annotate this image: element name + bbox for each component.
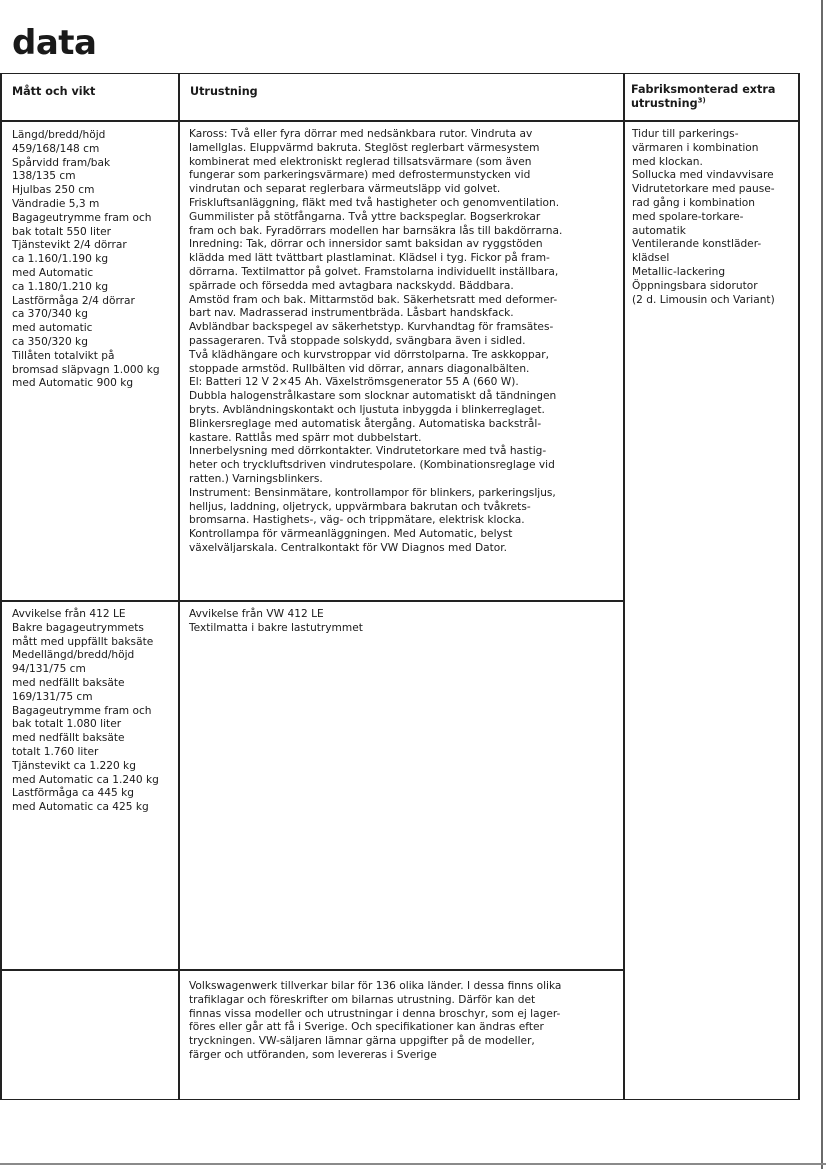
footnote-marker: 3) — [697, 95, 706, 104]
column-divider — [623, 74, 625, 1099]
column-divider — [798, 74, 800, 1099]
header-extra-utrustning — [631, 83, 791, 110]
header-utrustning: Utrustning — [190, 85, 258, 98]
spec-table — [0, 73, 800, 1100]
header-matt-och-vikt: Mått och vikt — [12, 85, 96, 98]
header-extra-text: Fabriksmonterad extra utrustning — [631, 83, 776, 110]
page-edge-right — [821, 0, 823, 1169]
row2-equipment-cell: Avvikelse från VW 412 LE Textilmatta i bakre lastutrymmet — [189, 608, 363, 634]
disclaimer-text: Volkswagenwerk tillverkar bilar för 136 olika länder. I dessa finns olika trafiklagar och föreskrifter om bilarnas utrustning. Därför kan det finnas vissa modeller och utrustningar i denna broschyr, som ej lager- föres eller går att få i Sverige. Och specifikationer kan ändras efter tryckningen. VW-säljaren lämnar gärna uppgifter på de modeller, färger och utföranden, som levereras i Sverige — [189, 980, 562, 1061]
page-edge-bottom — [0, 1163, 826, 1165]
row-divider — [0, 969, 625, 971]
row2-dimensions-cell: Avvikelse från 412 LE Bakre bagageutrymmets mått med uppfällt baksäte Medellängd/bredd/höjd 94/131/75 cm med nedfällt baksäte 169/131/75 cm Bagageutrymme fram och bak totalt 1.080 liter med nedfällt baksäte totalt 1.760 liter Tjänstevikt ca 1.220 kg med Automatic ca 1.240 kg Lastförmåga ca 445 kg med Automatic ca 425 kg — [12, 608, 159, 814]
row1-dimensions-cell: Längd/bredd/höjd 459/168/148 cm Spårvidd fram/bak 138/135 cm Hjulbas 250 cm Vändradie 5,3 m Bagageutrymme fram och bak totalt 550 liter Tjänstevikt 2/4 dörrar ca 1.160/1.190 kg med Automatic ca 1.180/1.210 kg Lastförmåga 2/4 dörrar ca 370/340 kg med automatic ca 350/320 kg Tillåten totalvikt på bromsad släpvagn 1.000 kg med Automatic 900 kg — [12, 129, 160, 390]
column-divider — [0, 74, 2, 1099]
row1-extra-cell: Tidur till parkerings- värmaren i kombination med klockan. Sollucka med vindavvisare Vidrutetorkare med pause- rad gång i kombination med spolare-torkare- automatik Ventilerande konstläder- klädsel Metallic-lackering Öppningsbara sidorutor (2 d. Limousin och Variant) — [632, 128, 775, 306]
row1-equipment-cell: Kaross: Två eller fyra dörrar med nedsänkbara rutor. Vindruta av lamellglas. Eluppvärmd bakruta. Steglöst reglerbart värmesystem kombinerat med elektroniskt reglerad tillsatsvärmare (som även fungerar som parkeringsvärmare) med defrostermunstycken vid vindrutan och separat reglerbara värmeutsläpp vid golvet. Friskluftsanläggning, fläkt med två hastigheter och genomventilation. Gummilister på stötfångarna. Två yttre backspeglar. Bogserkrokar fram och bak. Fyradörrars modellen har barnsäkra lås till bakdörrarna. Inredning: Tak, dörrar och innersidor samt baksidan av ryggstöden klädda med lätt tvättbart plastlaminat. Klädsel i tyg. Fickor på fram- dörrarna. Textilmattor på golvet. Framstolarna individuellt inställbara, spärrade och försedda med avtagbara nackskydd. Bäddbara. Amstöd fram och bak. Mittarmstöd bak. Säkerhetsratt med deformer- bart nav. Madrasserad instrumentbräda. Låsbart handskfack. Avbländbar backspegel av säkerhetstyp. Kurvhandtag för framsätes- passageraren. Två stoppade solskydd, svängbara även i sidled. Två klädhängare och kurvstroppar vid dörrstolparna. Tre askkoppar, stoppade armstöd. Rullbälten vid dörrar, annars diagonalbälten. El: Batteri 12 V 2×45 Ah. Växelströmsgenerator 55 A (660 W). Dubbla halogenstrålkastare som slocknar automatiskt då tändningen bryts. Avbländningskontakt och ljustuta inbyggda i blinkerreglaget. Blinkersreglage med automatisk återgång. Automatiska backstrål- kastare. Rattlås med spärr mot dubbelstart. Innerbelysning med dörrkontakter. Vindrutetorkare med två hastig- heter och tryckluftsdriven vindrutespolare. (Kombinationsreglage vid ratten.) Varningsblinkers. Instrument: Bensinmätare, kontrollampor för blinkers, parkeringsljus, helljus, laddning, oljetryck, uppvärmbara bakrutan och tvåkrets- bromsarna. Hastighets-, väg- och trippmätare, elektrisk klocka. Kontrollampa för värmeanläggningen. Med Automatic, belyst växelväljarskala. Centralkontakt för VW Diagnos med Dator. — [189, 128, 563, 554]
row-divider — [0, 600, 625, 602]
page-title: data — [12, 23, 97, 63]
header-divider — [0, 120, 800, 122]
column-divider — [178, 74, 180, 1099]
